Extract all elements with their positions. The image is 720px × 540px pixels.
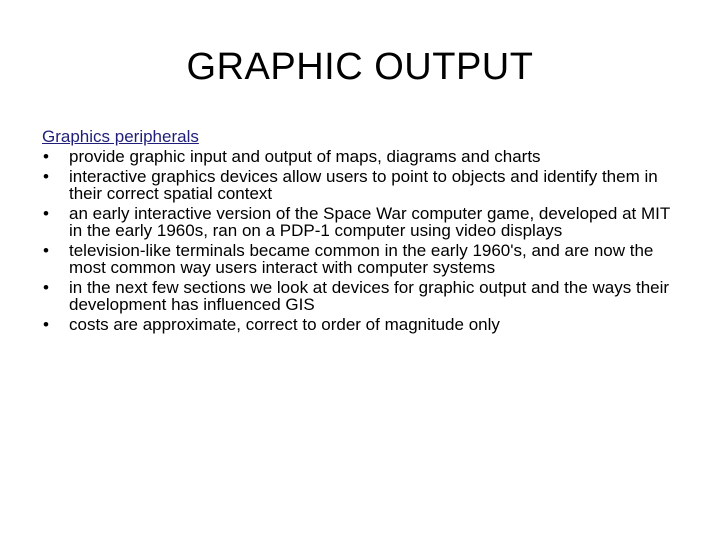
slide-content [42,128,682,336]
bullet-item [42,242,682,276]
bullet-dot-icon: • [43,167,49,186]
bullet-text: an early interactive version of the Space War computer game, developed at MIT in the early 1960s, ran on a PDP-1 computer using video displays [69,204,670,240]
bullet-dot-icon: • [43,147,49,166]
bullet-dot-icon: • [43,241,49,260]
bullet-dot-icon: • [43,315,49,334]
bullet-dot-icon: • [43,278,49,297]
graphics-peripherals-link[interactable]: Graphics peripherals [42,127,199,146]
bullet-text: provide graphic input and output of maps, diagrams and charts [69,147,541,166]
bullet-item [42,168,682,202]
bullet-item [42,316,682,333]
bullet-text: interactive graphics devices allow users to point to objects and identify them in their correct spatial context [69,167,658,203]
slide-title: GRAPHIC OUTPUT [186,46,534,88]
bullet-list [42,148,682,333]
bullet-item [42,148,682,165]
bullet-item [42,279,682,313]
bullet-text: costs are approximate, correct to order of magnitude only [69,315,500,334]
bullet-item [42,205,682,239]
bullet-dot-icon: • [43,204,49,223]
bullet-text: in the next few sections we look at devices for graphic output and the ways their development has influenced GIS [69,278,670,314]
bullet-text: television-like terminals became common in the early 1960's, and are now the most common way users interact with computer systems [69,241,654,277]
